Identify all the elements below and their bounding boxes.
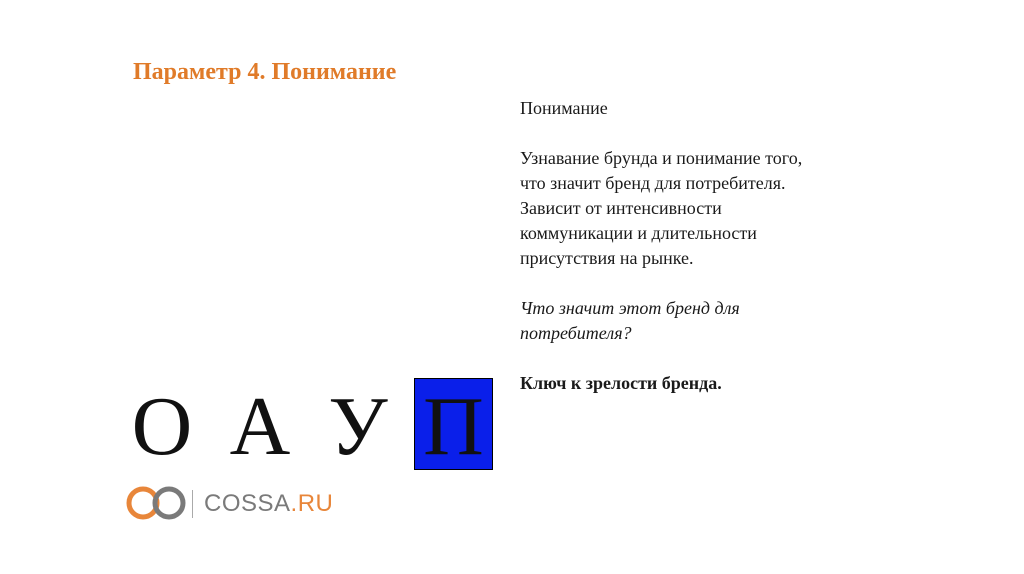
description-line: коммуникации и длительности: [520, 223, 757, 243]
description-line: что значит бренд для потребителя.: [520, 173, 786, 193]
letter-o: О: [131, 380, 193, 473]
letter-a: А: [229, 380, 291, 473]
question-line: Что значит этот бренд для: [520, 298, 740, 318]
section-heading: Понимание: [520, 98, 608, 118]
description-line: Зависит от интенсивности: [520, 198, 722, 218]
key-statement: Ключ к зрелости бренда.: [520, 373, 722, 393]
description-line: Узнавание брунда и понимание того,: [520, 148, 803, 168]
slide-title: Параметр 4. Понимание: [133, 59, 397, 85]
logo-text-main: COSSA: [204, 490, 291, 517]
description-line: присутствия на рынке.: [520, 248, 694, 268]
infinity-icon: [124, 484, 188, 522]
description-block: [520, 96, 940, 396]
logo-text: [204, 490, 333, 518]
letter-p-highlighted: П: [414, 378, 493, 470]
question-line: потребителя?: [520, 323, 632, 343]
logo-divider: [192, 490, 193, 518]
letter-u: У: [328, 380, 388, 473]
logo-text-tld: .RU: [290, 490, 334, 517]
